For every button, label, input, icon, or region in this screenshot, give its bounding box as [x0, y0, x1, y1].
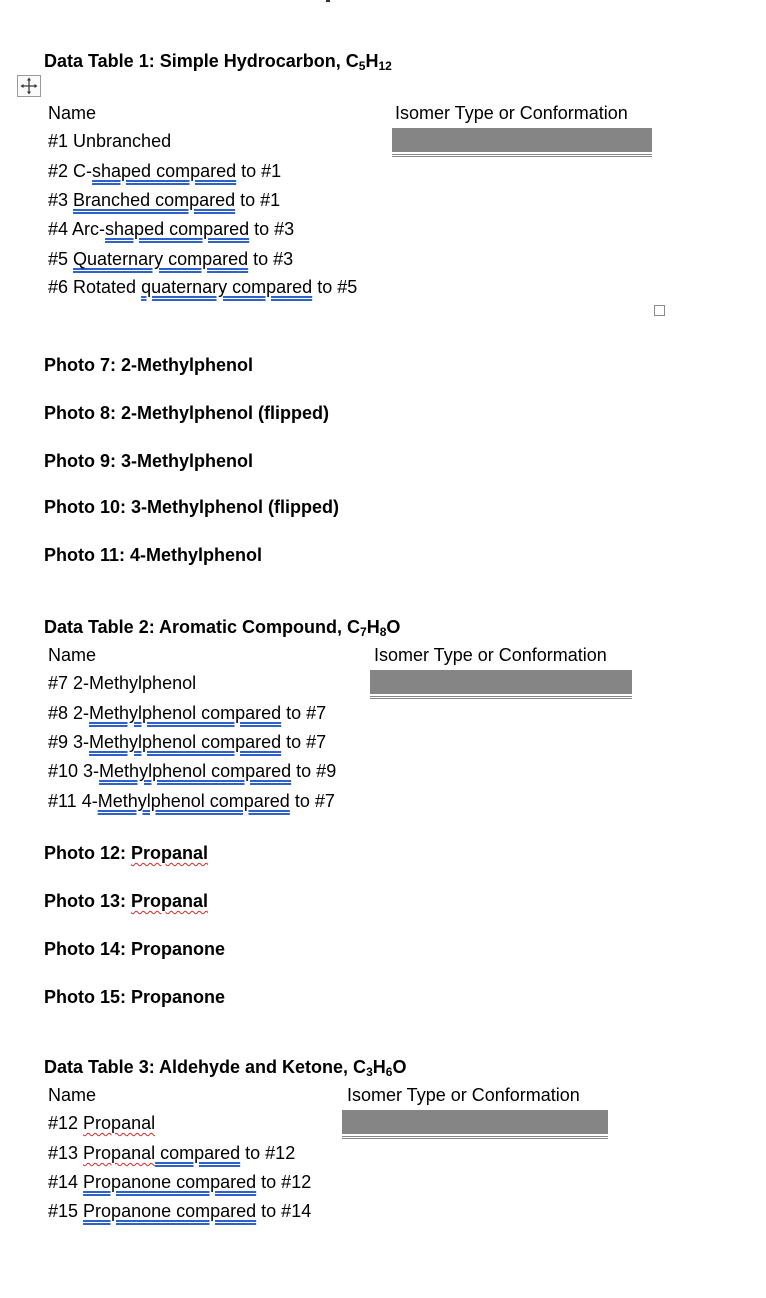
table1-shaded-cell[interactable]: [392, 128, 652, 152]
table2-row[interactable]: #7 2-Methylphenol: [48, 673, 197, 693]
table3-row[interactable]: #13 Propanal compared to #12: [48, 1143, 296, 1163]
table1-row[interactable]: #4 Arc-shaped compared to #3: [48, 219, 295, 239]
photo-caption: Photo 10: 3-Methylphenol (flipped): [44, 497, 339, 517]
table1-row[interactable]: #1 Unbranched: [48, 131, 172, 151]
table2-row[interactable]: #8 2-Methylphenol compared to #7: [48, 703, 327, 723]
table2-header-type: Isomer Type or Conformation: [374, 645, 607, 665]
table2-shaded-rule: [370, 696, 632, 699]
photo-caption: Photo 11: 4-Methylphenol: [44, 545, 263, 565]
table3-row[interactable]: #15 Propanone compared to #14: [48, 1201, 312, 1221]
table3-shaded-rule: [342, 1136, 608, 1139]
photo-caption: Photo 8: 2-Methylphenol (flipped): [44, 403, 329, 423]
table1-shaded-rule: [392, 154, 652, 157]
table3-row[interactable]: #12 Propanal: [48, 1113, 156, 1133]
photo-caption: Photo 7: 2-Methylphenol: [44, 355, 253, 375]
table3-title: Data Table 3: Aldehyde and Ketone, $C_3H_6O$: [44, 1057, 407, 1079]
table3-row[interactable]: #14 Propanone compared to #12: [48, 1172, 312, 1192]
table2-row[interactable]: #9 3-Methylphenol compared to #7: [48, 732, 327, 752]
photo-caption: Photo 12: Propanal: [44, 843, 209, 863]
table1-row[interactable]: #2 C-shaped compared to #1: [48, 161, 282, 181]
table-move-handle-icon[interactable]: [17, 75, 41, 97]
table1-row[interactable]: #6 Rotated quaternary compared to #5: [48, 277, 358, 297]
photo-caption: Photo 15: Propanone: [44, 987, 226, 1007]
table2-row[interactable]: #11 4-Methylphenol compared to #7: [48, 791, 335, 811]
table2-title: Data Table 2: Aromatic Compound, $C_7H_8O$: [44, 617, 401, 639]
page-top-mark: [326, 0, 330, 2]
photo-caption: Photo 14: Propanone: [44, 939, 226, 959]
table1-header-name: Name: [48, 103, 97, 123]
table2-shaded-cell[interactable]: [370, 670, 632, 694]
table2-header-name: Name: [48, 645, 97, 665]
table3-shaded-cell[interactable]: [342, 1110, 608, 1134]
photo-caption: Photo 13: Propanal: [44, 891, 209, 911]
table-resize-handle-icon[interactable]: [654, 305, 665, 316]
table1-header-type: Isomer Type or Conformation: [395, 103, 628, 123]
photo-caption: Photo 9: 3-Methylphenol: [44, 451, 253, 471]
table1-row[interactable]: #5 Quaternary compared to #3: [48, 249, 294, 269]
table3-header-type: Isomer Type or Conformation: [347, 1085, 580, 1105]
table1-title: Data Table 1: Simple Hydrocarbon, $C_5H_{12}$: [44, 51, 392, 73]
table2-row[interactable]: #10 3-Methylphenol compared to #9: [48, 761, 337, 781]
table1-row[interactable]: #3 Branched compared to #1: [48, 190, 281, 210]
table3-header-name: Name: [48, 1085, 97, 1105]
